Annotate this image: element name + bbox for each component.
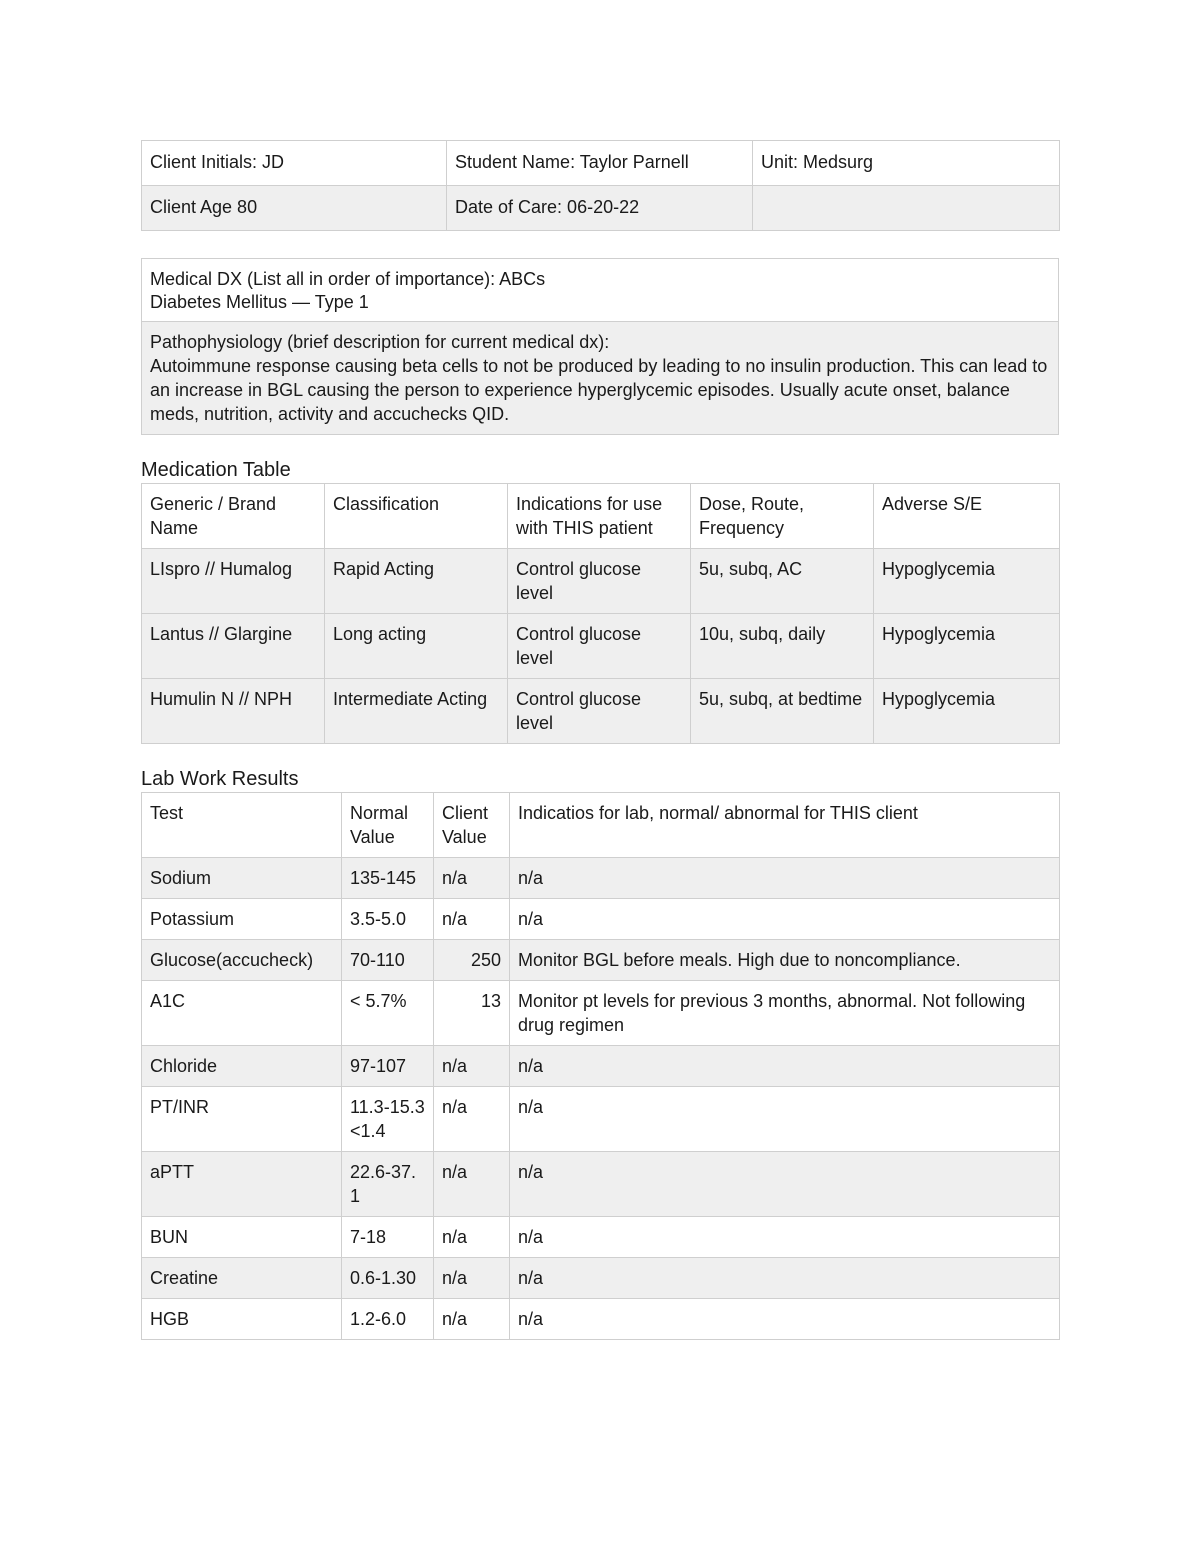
lab-test-cell: Chloride bbox=[142, 1046, 342, 1087]
lab-header-client: Client Value bbox=[434, 793, 510, 858]
lab-test-cell: A1C bbox=[142, 981, 342, 1046]
lab-test-cell: HGB bbox=[142, 1299, 342, 1340]
lab-normal-cell: 1.2-6.0 bbox=[342, 1299, 434, 1340]
lab-test-cell: Potassium bbox=[142, 899, 342, 940]
pathophysiology-row bbox=[142, 322, 1059, 435]
med-header-classification: Classification bbox=[325, 484, 508, 549]
med-generic-cell: LIspro // Humalog bbox=[142, 549, 325, 614]
lab-client-cell: 250 bbox=[434, 940, 510, 981]
lab-normal-cell: 70-110 bbox=[342, 940, 434, 981]
lab-indications-cell: n/a bbox=[510, 1046, 1060, 1087]
med-header-adverse: Adverse S/E bbox=[874, 484, 1060, 549]
med-dose-cell: 5u, subq, AC bbox=[691, 549, 874, 614]
lab-normal-cell: 135-145 bbox=[342, 858, 434, 899]
client-info-table bbox=[141, 140, 1060, 231]
medication-table-title: Medication Table bbox=[141, 459, 291, 481]
medication-header-row bbox=[142, 484, 1060, 549]
med-classification-cell: Rapid Acting bbox=[325, 549, 508, 614]
client-age-cell: Client Age 80 bbox=[142, 186, 447, 231]
lab-header-normal: Normal Value bbox=[342, 793, 434, 858]
lab-normal-cell: 3.5-5.0 bbox=[342, 899, 434, 940]
medication-row bbox=[142, 614, 1060, 679]
client-info-row bbox=[142, 141, 1060, 186]
pathophysiology-value: Autoimmune response causing beta cells to not be produced by leading to no insulin production. This can lead to an increase in BGL causing the person to experience hyperglycemic episodes. Usually acute onset, balance meds, nutrition, activity and accuchecks QID. bbox=[150, 356, 1048, 424]
lab-client-cell: 13 bbox=[434, 981, 510, 1046]
lab-row bbox=[142, 1152, 1060, 1217]
date-of-care-cell: Date of Care: 06-20-22 bbox=[447, 186, 753, 231]
lab-client-cell: n/a bbox=[434, 1046, 510, 1087]
lab-row bbox=[142, 1299, 1060, 1340]
medical-dx-heading: Medical DX (List all in order of importance): ABCs bbox=[150, 269, 546, 289]
lab-test-cell: aPTT bbox=[142, 1152, 342, 1217]
lab-test-cell: Sodium bbox=[142, 858, 342, 899]
lab-indications-cell: n/a bbox=[510, 1258, 1060, 1299]
lab-client-cell: n/a bbox=[434, 1258, 510, 1299]
lab-test-cell: PT/INR bbox=[142, 1087, 342, 1152]
medication-row bbox=[142, 549, 1060, 614]
lab-normal-cell: 11.3-15.3 <1.4 bbox=[342, 1087, 434, 1152]
pathophysiology-cell bbox=[142, 322, 1059, 435]
lab-normal-cell: 22.6-37.1 bbox=[342, 1152, 434, 1217]
medical-dx-cell bbox=[142, 259, 1059, 322]
lab-normal-cell: < 5.7% bbox=[342, 981, 434, 1046]
lab-header-test: Test bbox=[142, 793, 342, 858]
lab-normal-cell: 0.6-1.30 bbox=[342, 1258, 434, 1299]
med-header-indications: Indications for use with THIS patient bbox=[508, 484, 691, 549]
lab-row bbox=[142, 1258, 1060, 1299]
medication-table bbox=[141, 483, 1060, 744]
med-indications-cell: Control glucose level bbox=[508, 614, 691, 679]
lab-indications-cell: n/a bbox=[510, 1087, 1060, 1152]
med-indications-cell: Control glucose level bbox=[508, 679, 691, 744]
lab-normal-cell: 97-107 bbox=[342, 1046, 434, 1087]
lab-indications-cell: Monitor pt levels for previous 3 months, abnormal. Not following drug regimen bbox=[510, 981, 1060, 1046]
med-classification-cell: Intermediate Acting bbox=[325, 679, 508, 744]
empty-cell bbox=[753, 186, 1060, 231]
med-indications-cell: Control glucose level bbox=[508, 549, 691, 614]
lab-row bbox=[142, 1087, 1060, 1152]
lab-client-cell: n/a bbox=[434, 1299, 510, 1340]
care-plan-document bbox=[141, 140, 1059, 1340]
med-classification-cell: Long acting bbox=[325, 614, 508, 679]
lab-client-cell: n/a bbox=[434, 1217, 510, 1258]
lab-header-row bbox=[142, 793, 1060, 858]
med-adverse-cell: Hypoglycemia bbox=[874, 549, 1060, 614]
lab-results-title: Lab Work Results bbox=[141, 768, 299, 790]
lab-client-cell: n/a bbox=[434, 1087, 510, 1152]
lab-indications-cell: n/a bbox=[510, 899, 1060, 940]
med-generic-cell: Lantus // Glargine bbox=[142, 614, 325, 679]
lab-test-cell: Glucose(accucheck) bbox=[142, 940, 342, 981]
medication-row bbox=[142, 679, 1060, 744]
lab-test-cell: BUN bbox=[142, 1217, 342, 1258]
lab-client-cell: n/a bbox=[434, 899, 510, 940]
lab-row bbox=[142, 899, 1060, 940]
medical-dx-row bbox=[142, 259, 1059, 322]
med-dose-cell: 5u, subq, at bedtime bbox=[691, 679, 874, 744]
lab-row bbox=[142, 858, 1060, 899]
lab-row bbox=[142, 981, 1060, 1046]
lab-client-cell: n/a bbox=[434, 1152, 510, 1217]
lab-row bbox=[142, 940, 1060, 981]
lab-header-indications: Indicatios for lab, normal/ abnormal for THIS client bbox=[510, 793, 1060, 858]
pathophysiology-heading: Pathophysiology (brief description for current medical dx): bbox=[150, 332, 610, 352]
lab-results-table bbox=[141, 792, 1060, 1340]
lab-indications-cell: Monitor BGL before meals. High due to noncompliance. bbox=[510, 940, 1060, 981]
diagnosis-table bbox=[141, 258, 1059, 435]
medical-dx-value: Diabetes Mellitus — Type 1 bbox=[150, 292, 369, 312]
med-header-dose: Dose, Route, Frequency bbox=[691, 484, 874, 549]
client-info-row bbox=[142, 186, 1060, 231]
lab-indications-cell: n/a bbox=[510, 1152, 1060, 1217]
lab-row bbox=[142, 1217, 1060, 1258]
lab-test-cell: Creatine bbox=[142, 1258, 342, 1299]
med-dose-cell: 10u, subq, daily bbox=[691, 614, 874, 679]
student-name-cell: Student Name: Taylor Parnell bbox=[447, 141, 753, 186]
lab-normal-cell: 7-18 bbox=[342, 1217, 434, 1258]
med-header-generic: Generic / Brand Name bbox=[142, 484, 325, 549]
unit-cell: Unit: Medsurg bbox=[753, 141, 1060, 186]
med-adverse-cell: Hypoglycemia bbox=[874, 679, 1060, 744]
lab-indications-cell: n/a bbox=[510, 1217, 1060, 1258]
client-initials-cell: Client Initials: JD bbox=[142, 141, 447, 186]
lab-client-cell: n/a bbox=[434, 858, 510, 899]
med-adverse-cell: Hypoglycemia bbox=[874, 614, 1060, 679]
lab-row bbox=[142, 1046, 1060, 1087]
med-generic-cell: Humulin N // NPH bbox=[142, 679, 325, 744]
lab-indications-cell: n/a bbox=[510, 858, 1060, 899]
lab-indications-cell: n/a bbox=[510, 1299, 1060, 1340]
